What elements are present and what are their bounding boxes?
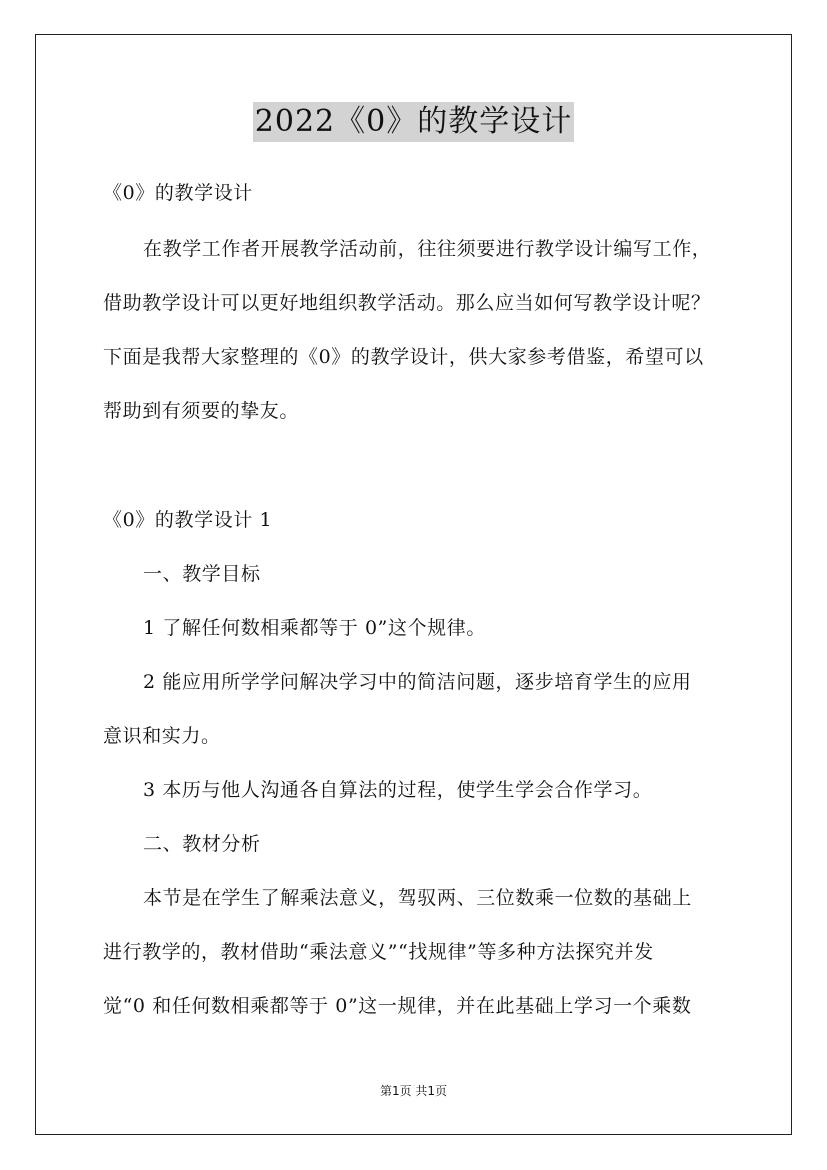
heading-material-analysis: 二、教材分析: [143, 833, 261, 855]
intro-line-2: 借助教学设计可以更好地组织教学活动。那么应当如何写教学设计呢？: [103, 292, 711, 314]
title-container: [0, 102, 827, 142]
goal-2-line-1: 2 能应用所学学问解决学习中的简洁问题，逐步培育学生的应用: [143, 671, 692, 693]
analysis-line-3: 觉“0 和任何数相乘都等于 0”这一规律，并在此基础上学习一个乘数: [103, 995, 692, 1017]
intro-line-4: 帮助到有须要的挚友。: [103, 400, 300, 422]
document-title: 2022《0》的教学设计: [253, 102, 574, 142]
section-title: 《0》的教学设计 1: [103, 509, 273, 531]
page-number: 第1页 共1页: [379, 1084, 448, 1098]
goal-2-line-2: 意识和实力。: [103, 725, 221, 747]
page-footer: [0, 1083, 827, 1099]
heading-teaching-goals: 一、教学目标: [143, 563, 261, 585]
analysis-line-2: 进行教学的，教材借助“乘法意义”“找规律”等多种方法探究并发: [103, 941, 654, 963]
goal-1: 1 了解任何数相乘都等于 0”这个规律。: [143, 617, 486, 639]
analysis-line-1: 本节是在学生了解乘法意义，驾驭两、三位数乘一位数的基础上: [143, 887, 692, 909]
intro-line-1: 在教学工作者开展教学活动前，往往须要进行教学设计编写工作，: [143, 238, 712, 260]
intro-line-3: 下面是我帮大家整理的《0》的教学设计，供大家参考借鉴，希望可以: [103, 346, 704, 368]
subtitle: 《0》的教学设计: [103, 182, 253, 204]
goal-3: 3 本历与他人沟通各自算法的过程，使学生学会合作学习。: [143, 779, 653, 801]
